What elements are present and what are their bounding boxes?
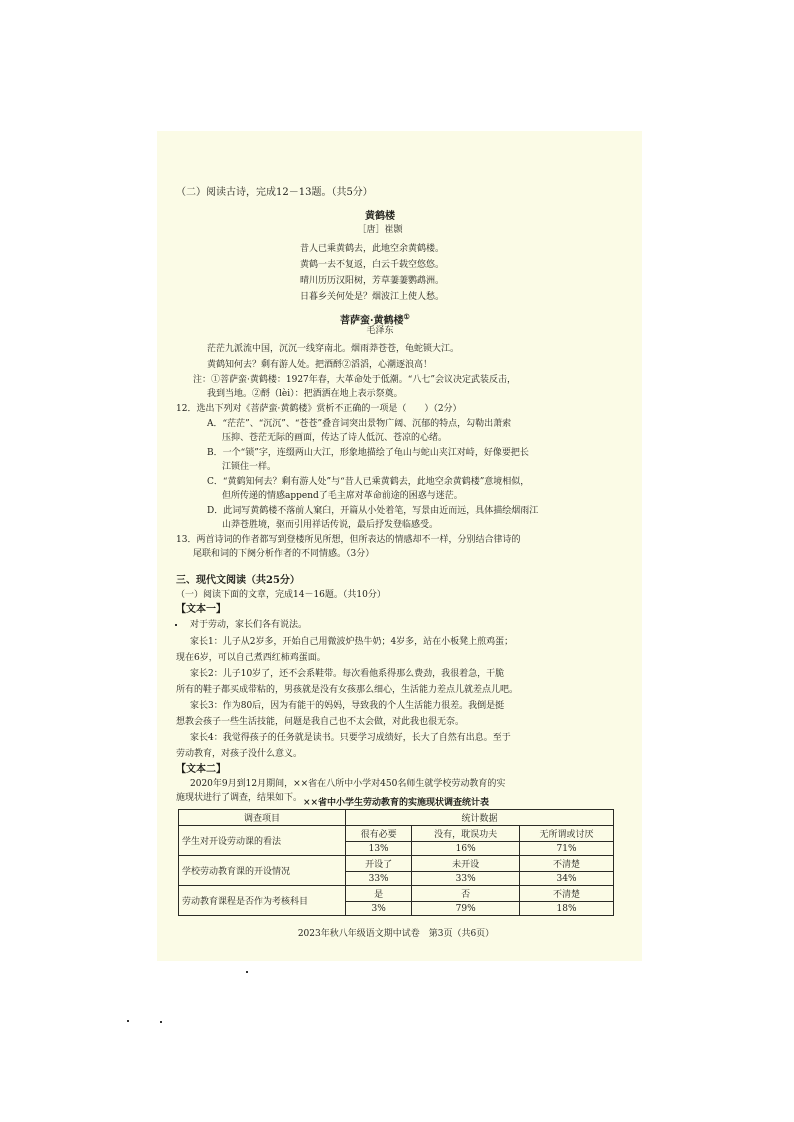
cell-value: 33%: [346, 872, 412, 886]
text2-line: 施现状进行了调查，结果如下。: [176, 793, 303, 803]
q12-option-b-cont: 江锁住一样。: [222, 462, 277, 472]
section3-heading: 三、现代文阅读（共25分）: [176, 575, 300, 586]
poem1-author: ［唐］崔颢: [357, 225, 403, 235]
poem1-line: 黄鹤一去不复返，白云千载空悠悠。: [300, 260, 445, 270]
poem2-note: 注：①菩萨蛮·黄鹤楼：1927年春，大革命处于低潮。“八七”会议决定武装反击，: [193, 375, 516, 385]
poem2-note-mark: ①: [403, 312, 410, 321]
q12-option-d-cont: 山莽苍胜境，驱而引用祥话传说，最后抒发登临感受。: [222, 520, 439, 530]
text1-line: 现在6岁，可以自己煮西红柿鸡蛋面。: [176, 653, 326, 663]
cell-value: 16%: [412, 842, 520, 856]
table-row: [179, 886, 614, 902]
table-header-row: [179, 810, 614, 826]
q13-line: 尾联和词的下阕分析作者的不同情感。（3分）: [193, 549, 375, 559]
poem2-title-text: 菩萨蛮·黄鹤楼: [340, 315, 404, 327]
q12-option-a-cont: 压抑、苍茫无际的画面，传达了诗人低沉、苍凉的心绪。: [222, 433, 448, 443]
table-row: [179, 856, 614, 872]
q12-option-c-cont: 但所传递的情感append了毛主席对革命前途的困惑与迷茫。: [222, 491, 463, 501]
cell-label: 很有必要: [346, 826, 412, 842]
poem1-line: 晴川历历汉阳树，芳草萋萋鹦鹉洲。: [300, 276, 445, 286]
cell-label: 不清楚: [520, 886, 614, 902]
row-item: 学生对开设劳动课的看法: [179, 826, 346, 856]
row-item: 学校劳动教育课的开设情况: [179, 856, 346, 886]
text2-label: 【文本二】: [176, 764, 226, 775]
poem1-line: 日暮乡关何处是？烟波江上使人愁。: [300, 292, 445, 302]
header-item: 调查项目: [179, 810, 346, 826]
text1-line: 家长3：作为80后，因为有能干的妈妈，导致我的个人生活能力很差。我倒是挺: [190, 701, 505, 711]
text1-line: 家长2：儿子10岁了，还不会系鞋带。每次看他系得那么费劲，我很着急，干脆: [190, 669, 505, 679]
cell-label: 不清楚: [520, 856, 614, 872]
table-title: ××省中小学生劳动教育的实施现状调查统计表: [302, 798, 490, 808]
cell-label: 未开设: [412, 856, 520, 872]
q13-line: 13．两首诗词的作者都写到登楼所见所想，但所表达的情感却不一样，分别结合律诗的: [176, 535, 521, 545]
q12-option-c: C．“黄鹤知何去？剩有游人处”与“昔人已乘黄鹤去，此地空余黄鹤楼”意境相似，: [207, 477, 530, 487]
poem2-note: 我到当地。②酹（lèi）：把酒洒在地上表示祭奠。: [207, 389, 403, 399]
cell-label: 是: [346, 886, 412, 902]
q12-stem: 12．选出下列对《菩萨蛮·黄鹤楼》赏析不正确的一项是（ ）（2分）: [176, 404, 462, 414]
text1-label: 【文本一】: [176, 604, 226, 615]
scan-speck: [160, 1021, 162, 1023]
sub1-heading: （一）阅读下面的文章，完成14－16题。（共10分）: [176, 590, 386, 600]
q12-option-d: D．此词写黄鹤楼不落前人窠臼，开篇从小处着笔，写景由近而远，具体描绘烟雨江: [207, 506, 539, 516]
q12-option-a: A．“茫茫”、“沉沉”、“苍苍”叠音词突出景物广阔、沉郁的特点，勾勒出萧索: [207, 419, 512, 429]
cell-value: 34%: [520, 872, 614, 886]
cell-value: 79%: [412, 902, 520, 916]
header-data: 统计数据: [346, 810, 614, 826]
cell-label: 无所谓或讨厌: [520, 826, 614, 842]
text1-line: 想教会孩子一些生活技能，问题是我自己也不太会做，对此我也很无奈。: [176, 717, 465, 727]
cell-value: 13%: [346, 842, 412, 856]
text1-line: 家长1：儿子从2岁多，开始自己用微波炉热牛奶；4岁多，站在小板凳上煎鸡蛋；: [190, 637, 514, 647]
survey-table: [178, 809, 614, 916]
q12-option-b: B．一个“锁”字，连缀两山大江，形象地描绘了龟山与蛇山夹江对峙，好像要把长: [207, 448, 529, 458]
scan-speck: [246, 971, 248, 973]
cell-value: 3%: [346, 902, 412, 916]
table-row: [179, 826, 614, 842]
poem1-title: 黄鹤楼: [365, 211, 395, 222]
cell-value: 71%: [520, 842, 614, 856]
poem2-line: 茫茫九派流中国，沉沉一线穿南北。烟雨莽苍苍，龟蛇锁大江。: [207, 344, 460, 354]
text1-line: 所有的鞋子都买成带粘的，男孩就是没有女孩那么细心，生活能力差点儿就差点儿吧。: [176, 685, 519, 695]
cell-value: 18%: [520, 902, 614, 916]
scan-speck: [175, 624, 177, 626]
section2-heading: （二）阅读古诗，完成12－13题。（共5分）: [176, 187, 373, 198]
poem2-author: 毛泽东: [366, 326, 394, 336]
text1-line: 家长4：我觉得孩子的任务就是读书。只要学习成绩好，长大了自然有出息。至于: [190, 733, 511, 743]
poem1-line: 昔人已乘黄鹤去，此地空余黄鹤楼。: [300, 244, 445, 254]
scan-speck: [127, 1020, 129, 1022]
poem2-line: 黄鹤知何去？剩有游人处。把酒酹②滔滔，心潮逐浪高！: [207, 360, 433, 370]
cell-label: 开设了: [346, 856, 412, 872]
text1-line: 对于劳动，家长们各有说法。: [190, 620, 308, 630]
row-item: 劳动教育课程是否作为考核科目: [179, 886, 346, 916]
cell-label: 否: [412, 886, 520, 902]
cell-label: 没有，耽误功夫: [412, 826, 520, 842]
text2-line: 2020年9月到12月期间，××省在八所中小学对450名师生就学校劳动教育的实: [190, 779, 506, 789]
page-footer: 2023年秋八年级语文期中试卷 第3页（共6页）: [297, 929, 495, 939]
text1-line: 劳动教育，对孩子没什么意义。: [176, 749, 303, 759]
cell-value: 33%: [412, 872, 520, 886]
